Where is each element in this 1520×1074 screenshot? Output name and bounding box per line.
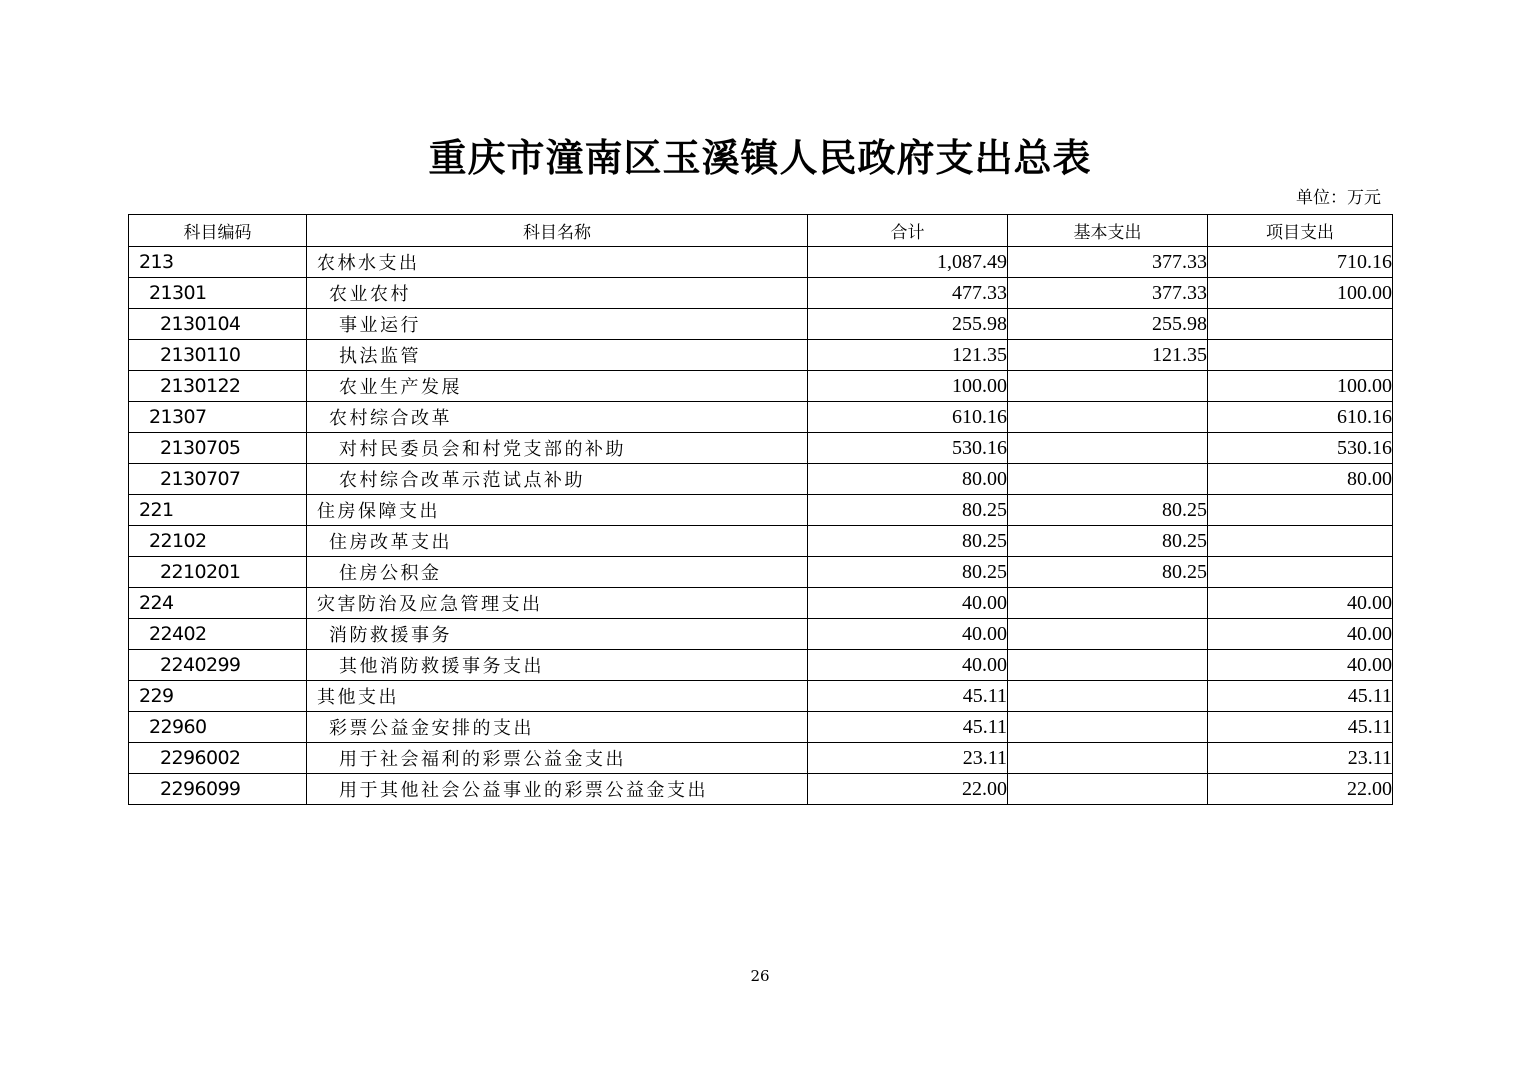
table-row [129, 495, 1393, 526]
total-cell: 23.11 [808, 743, 1008, 774]
code-cell: 2210201 [129, 557, 307, 588]
basic-cell [1008, 774, 1208, 805]
header-total: 合计 [808, 215, 1008, 247]
project-cell: 100.00 [1208, 371, 1393, 402]
code-cell: 22960 [129, 712, 307, 743]
table-row [129, 433, 1393, 464]
table-row [129, 774, 1393, 805]
table-row [129, 371, 1393, 402]
total-cell: 477.33 [808, 278, 1008, 309]
total-cell: 1,087.49 [808, 247, 1008, 278]
table-row [129, 340, 1393, 371]
code-cell: 22402 [129, 619, 307, 650]
code-cell: 2130110 [129, 340, 307, 371]
basic-cell: 80.25 [1008, 557, 1208, 588]
name-cell: 农业生产发展 [307, 371, 808, 402]
unit-label: 单位：万元 [1296, 188, 1381, 208]
header-basic: 基本支出 [1008, 215, 1208, 247]
project-cell: 40.00 [1208, 650, 1393, 681]
code-cell: 2130705 [129, 433, 307, 464]
header-name: 科目名称 [307, 215, 808, 247]
table-row [129, 650, 1393, 681]
basic-cell [1008, 743, 1208, 774]
table-row [129, 402, 1393, 433]
project-cell: 610.16 [1208, 402, 1393, 433]
code-cell: 2296002 [129, 743, 307, 774]
basic-cell: 80.25 [1008, 495, 1208, 526]
name-cell: 农业农村 [307, 278, 808, 309]
table-row [129, 526, 1393, 557]
total-cell: 80.25 [808, 526, 1008, 557]
project-cell: 22.00 [1208, 774, 1393, 805]
basic-cell: 255.98 [1008, 309, 1208, 340]
basic-cell [1008, 712, 1208, 743]
project-cell [1208, 557, 1393, 588]
project-cell: 100.00 [1208, 278, 1393, 309]
name-cell: 事业运行 [307, 309, 808, 340]
basic-cell [1008, 433, 1208, 464]
header-project: 项目支出 [1208, 215, 1393, 247]
total-cell: 610.16 [808, 402, 1008, 433]
basic-cell [1008, 588, 1208, 619]
code-cell: 2130122 [129, 371, 307, 402]
name-cell: 住房改革支出 [307, 526, 808, 557]
name-cell: 住房公积金 [307, 557, 808, 588]
project-cell: 530.16 [1208, 433, 1393, 464]
project-cell: 40.00 [1208, 619, 1393, 650]
basic-cell [1008, 619, 1208, 650]
name-cell: 灾害防治及应急管理支出 [307, 588, 808, 619]
name-cell: 执法监管 [307, 340, 808, 371]
name-cell: 住房保障支出 [307, 495, 808, 526]
table-row [129, 557, 1393, 588]
total-cell: 80.00 [808, 464, 1008, 495]
total-cell: 530.16 [808, 433, 1008, 464]
header-code: 科目编码 [129, 215, 307, 247]
table-row [129, 309, 1393, 340]
code-cell: 2130104 [129, 309, 307, 340]
project-cell: 45.11 [1208, 712, 1393, 743]
project-cell [1208, 309, 1393, 340]
basic-cell [1008, 681, 1208, 712]
total-cell: 121.35 [808, 340, 1008, 371]
table-body [129, 247, 1393, 805]
code-cell: 2130707 [129, 464, 307, 495]
code-cell: 2296099 [129, 774, 307, 805]
table-row [129, 247, 1393, 278]
project-cell: 40.00 [1208, 588, 1393, 619]
expenditure-table [128, 214, 1393, 805]
basic-cell: 377.33 [1008, 278, 1208, 309]
table-header-row [129, 215, 1393, 247]
table-row [129, 588, 1393, 619]
total-cell: 45.11 [808, 681, 1008, 712]
basic-cell [1008, 650, 1208, 681]
name-cell: 对村民委员会和村党支部的补助 [307, 433, 808, 464]
code-cell: 2240299 [129, 650, 307, 681]
name-cell: 其他支出 [307, 681, 808, 712]
total-cell: 80.25 [808, 557, 1008, 588]
total-cell: 255.98 [808, 309, 1008, 340]
project-cell [1208, 340, 1393, 371]
project-cell: 45.11 [1208, 681, 1393, 712]
name-cell: 消防救援事务 [307, 619, 808, 650]
table-row [129, 743, 1393, 774]
code-cell: 21307 [129, 402, 307, 433]
table-row [129, 464, 1393, 495]
basic-cell [1008, 371, 1208, 402]
table-row [129, 681, 1393, 712]
total-cell: 80.25 [808, 495, 1008, 526]
total-cell: 45.11 [808, 712, 1008, 743]
basic-cell: 377.33 [1008, 247, 1208, 278]
project-cell: 80.00 [1208, 464, 1393, 495]
code-cell: 229 [129, 681, 307, 712]
code-cell: 213 [129, 247, 307, 278]
table-row [129, 619, 1393, 650]
project-cell: 23.11 [1208, 743, 1393, 774]
total-cell: 22.00 [808, 774, 1008, 805]
total-cell: 100.00 [808, 371, 1008, 402]
code-cell: 224 [129, 588, 307, 619]
basic-cell: 121.35 [1008, 340, 1208, 371]
name-cell: 用于社会福利的彩票公益金支出 [307, 743, 808, 774]
project-cell: 710.16 [1208, 247, 1393, 278]
table-row [129, 278, 1393, 309]
name-cell: 其他消防救援事务支出 [307, 650, 808, 681]
basic-cell [1008, 402, 1208, 433]
page-title: 重庆市潼南区玉溪镇人民政府支出总表 [428, 135, 1092, 180]
basic-cell: 80.25 [1008, 526, 1208, 557]
code-cell: 22102 [129, 526, 307, 557]
code-cell: 221 [129, 495, 307, 526]
table-row [129, 712, 1393, 743]
name-cell: 农村综合改革示范试点补助 [307, 464, 808, 495]
name-cell: 彩票公益金安排的支出 [307, 712, 808, 743]
name-cell: 用于其他社会公益事业的彩票公益金支出 [307, 774, 808, 805]
total-cell: 40.00 [808, 588, 1008, 619]
code-cell: 21301 [129, 278, 307, 309]
project-cell [1208, 526, 1393, 557]
total-cell: 40.00 [808, 650, 1008, 681]
total-cell: 40.00 [808, 619, 1008, 650]
basic-cell [1008, 464, 1208, 495]
project-cell [1208, 495, 1393, 526]
name-cell: 农村综合改革 [307, 402, 808, 433]
page-number: 26 [750, 967, 770, 985]
name-cell: 农林水支出 [307, 247, 808, 278]
